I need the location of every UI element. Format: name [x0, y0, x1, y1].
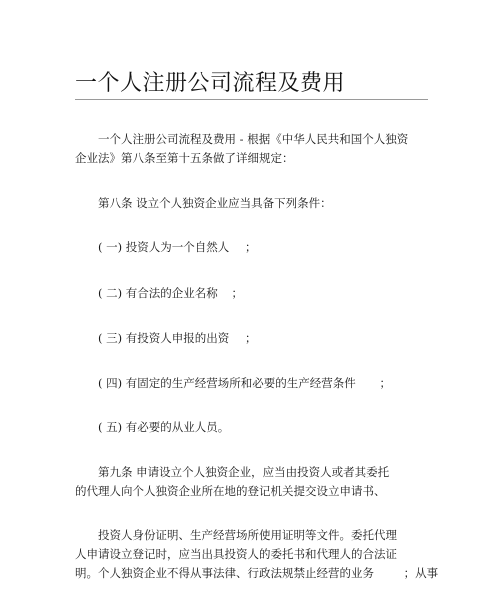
item-semicolon: ； [244, 331, 257, 345]
continuation-line-3-text: 明。个人独资企业不得从事法律、行政法规禁止经营的业务 [75, 566, 374, 580]
continuation-line-3-end: ；从事 [403, 566, 439, 580]
item-semicolon: ； [379, 376, 391, 390]
title-divider [75, 99, 428, 100]
article8-item-5 [98, 419, 229, 435]
document-title: 一个人注册公司流程及费用 [75, 71, 346, 96]
continuation-line-1: 投资人身份证明、生产经营场所使用证明等文件。委托代理 [98, 528, 397, 542]
continuation-line-3 [75, 565, 438, 581]
item-text: ( 五) 有必要的从业人员。 [98, 420, 230, 434]
article9-line-1: 第九条 申请设立个人独资企业，应当由投资人或者其委托 [98, 465, 390, 479]
article8-item-4 [98, 375, 391, 391]
intro-line-2: 企业法》第八条至第十五条做了详细规定： [75, 151, 294, 165]
item-semicolon: ； [244, 240, 257, 254]
item-text: ( 二) 有合法的企业名称 [98, 286, 218, 300]
intro-line-1: 一个人注册公司流程及费用 - 根据《中华人民共和国个人独资 [98, 132, 409, 146]
article8-heading: 第八条 设立个人独资企业应当具备下列条件： [98, 196, 332, 210]
article8-item-3 [98, 330, 256, 346]
item-text: ( 四) 有固定的生产经营场所和必要的生产经营条件 [98, 376, 356, 390]
article8-item-1 [98, 239, 256, 255]
item-text: ( 三) 有投资人申报的出资 [98, 331, 230, 345]
article9-line-2: 的代理人向个人独资企业所在地的登记机关提交设立申请书、 [75, 484, 386, 498]
item-text: ( 一) 投资人为一个自然人 [98, 240, 230, 254]
item-semicolon: ； [231, 286, 243, 300]
continuation-line-2: 人申请设立登记时，应当出具投资人的委托书和代理人的合法证 [75, 547, 397, 561]
article8-item-2 [98, 285, 243, 301]
